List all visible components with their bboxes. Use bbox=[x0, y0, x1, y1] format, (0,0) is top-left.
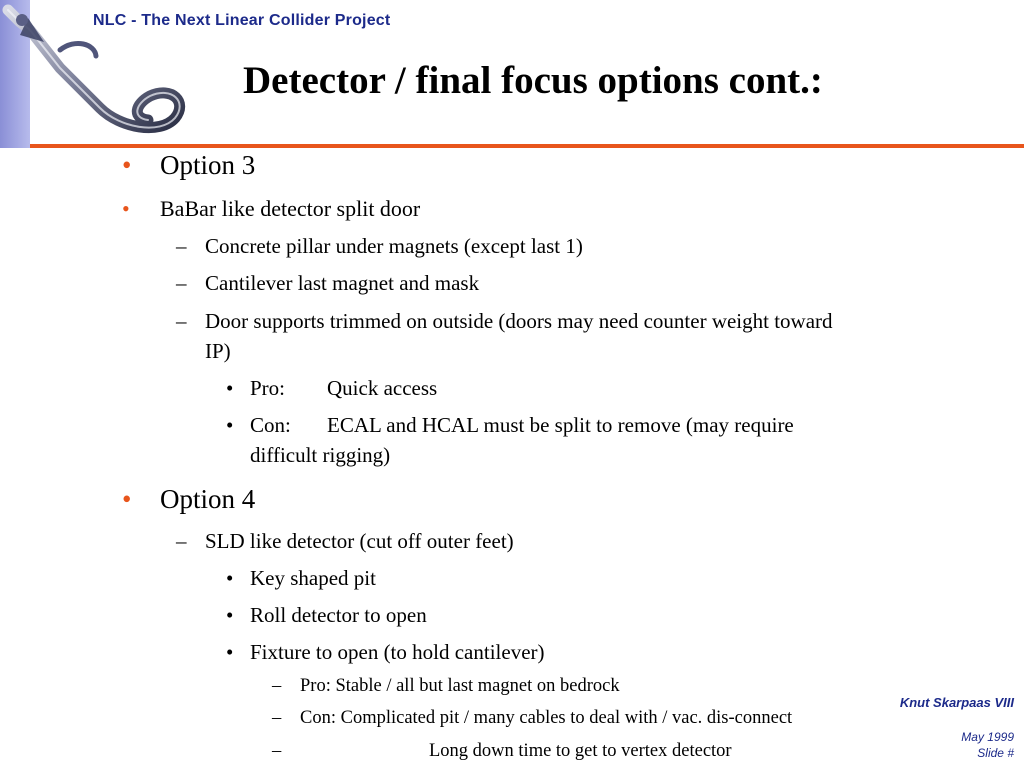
option3-heading: Option 3 bbox=[160, 150, 256, 180]
bullet-icon: • bbox=[226, 413, 234, 437]
footer-date: May 1999 bbox=[961, 730, 1014, 744]
pro-text: Quick access bbox=[327, 376, 438, 400]
con-text: ECAL and HCAL must be split to remove (may require bbox=[327, 413, 794, 437]
slide-title: Detector / final focus options cont.: bbox=[243, 59, 823, 102]
bullet-icon: • bbox=[122, 196, 130, 221]
footer-author: Knut Skarpaas VIII bbox=[899, 695, 1014, 710]
bullet-icon: • bbox=[122, 484, 132, 514]
footer-slide-number: Slide # bbox=[977, 746, 1014, 760]
fixture-subitem: Con: Complicated pit / many cables to deal with / vac. dis-connect bbox=[300, 708, 793, 728]
sld-item: SLD like detector (cut off outer feet) bbox=[205, 529, 514, 553]
con-label: Con: bbox=[250, 413, 291, 437]
option4-heading: Option 4 bbox=[160, 484, 256, 514]
fixture-subitem: Long down time to get to vertex detector bbox=[429, 741, 732, 761]
bullet-icon: • bbox=[226, 603, 234, 627]
fixture-subitem: Pro: Stable / all but last magnet on bedrock bbox=[300, 676, 620, 696]
con-text-cont: difficult rigging) bbox=[250, 443, 391, 467]
dash-icon: – bbox=[272, 676, 282, 696]
dash-icon: – bbox=[176, 529, 187, 553]
dash-icon: – bbox=[272, 708, 282, 728]
dash-icon: – bbox=[272, 741, 282, 761]
babar-subitem: Door supports trimmed on outside (doors may need counter weight toward bbox=[205, 309, 833, 333]
bullet-icon: • bbox=[122, 150, 132, 180]
bullet-icon: • bbox=[226, 376, 234, 400]
sld-subitem: Roll detector to open bbox=[250, 603, 427, 627]
babar-item: BaBar like detector split door bbox=[160, 196, 421, 221]
babar-subitem: Concrete pillar under magnets (except last 1) bbox=[205, 234, 583, 258]
bullet-icon: • bbox=[226, 640, 234, 664]
pro-label: Pro: bbox=[250, 376, 286, 400]
dash-icon: – bbox=[176, 309, 187, 333]
dash-icon: – bbox=[176, 271, 187, 295]
dash-icon: – bbox=[176, 234, 187, 258]
project-name: NLC - The Next Linear Collider Project bbox=[93, 12, 391, 29]
babar-subitem: Cantilever last magnet and mask bbox=[205, 271, 480, 295]
sld-subitem: Key shaped pit bbox=[250, 566, 376, 590]
sld-subitem: Fixture to open (to hold cantilever) bbox=[250, 640, 545, 664]
bullet-icon: • bbox=[226, 566, 234, 590]
babar-subitem-cont: IP) bbox=[205, 339, 231, 363]
